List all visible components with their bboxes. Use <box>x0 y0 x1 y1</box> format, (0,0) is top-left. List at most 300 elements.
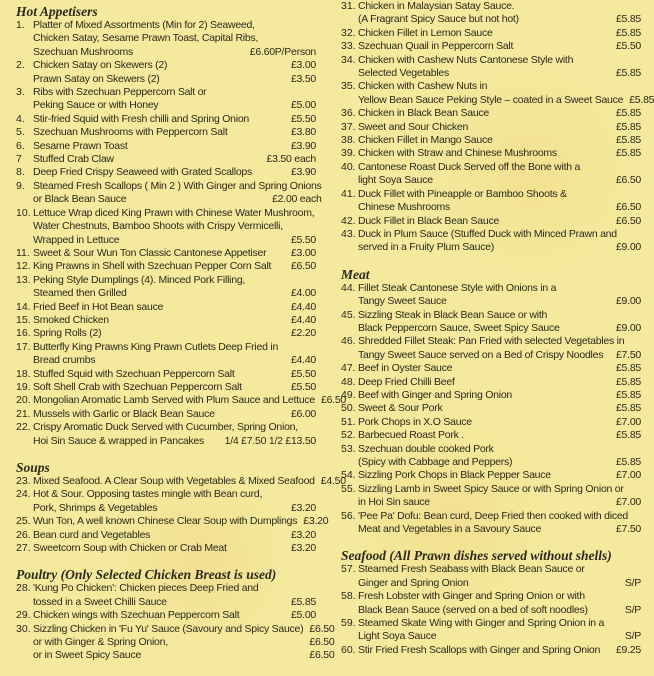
item-number: 4. <box>16 112 25 125</box>
item-body <box>33 301 316 314</box>
menu-item <box>341 443 641 470</box>
item-price: £6.50 <box>615 201 641 214</box>
item-description: Bean curd and Vegetables <box>33 528 151 541</box>
item-number: 56. <box>341 509 356 522</box>
item-price: £5.85 <box>629 93 654 106</box>
item-number: 5. <box>16 126 25 139</box>
item-body <box>358 483 641 510</box>
item-description: Mixed Seafood. A Clear Soup with Vegetables & Mixed Seafood <box>33 475 315 487</box>
item-price: £7.50 <box>615 348 641 361</box>
item-line <box>33 327 316 340</box>
item-description: King Prawns in Shell with Szechuan Pepper Corn Salt <box>33 260 272 273</box>
item-line <box>358 228 641 241</box>
item-number: 28. <box>16 582 31 595</box>
item-description: Szechuan Quail in Peppercorn Salt <box>358 40 514 53</box>
menu-item <box>341 134 641 147</box>
item-line <box>358 644 641 657</box>
item-description: Steamed Skate Wing with Ginger and Spring Onion in a <box>358 617 605 630</box>
item-description: Stuffed Squid with Szechuan Peppercorn Salt <box>33 367 235 380</box>
item-line <box>33 515 328 528</box>
item-description: Pork Chops in X.O Sauce <box>358 415 472 428</box>
item-line <box>33 260 316 273</box>
item-number: 16. <box>16 327 31 340</box>
item-price: £3.80 <box>290 126 316 139</box>
item-description: Sweet & Sour Pork <box>358 402 443 415</box>
item-number: 27. <box>16 542 31 555</box>
item-description: Black Peppercorn Sauce, Sweet Spicy Sauce <box>358 321 560 334</box>
item-description: Chicken in Malaysian Satay Sauce. <box>358 0 515 12</box>
item-line <box>358 456 641 469</box>
item-line <box>33 502 316 515</box>
menu-item <box>16 529 316 542</box>
item-line <box>33 113 316 126</box>
item-description: in Hoi Sin sauce <box>358 496 430 509</box>
item-price: £3.20 <box>290 528 316 541</box>
menu-item <box>341 188 641 215</box>
menu-item <box>16 153 316 166</box>
item-number: 41. <box>341 187 356 200</box>
item-body <box>358 134 641 147</box>
item-description: Sesame Prawn Toast <box>33 139 128 152</box>
item-number: 51. <box>341 415 356 428</box>
menu-item <box>341 376 641 389</box>
item-body <box>33 207 316 247</box>
item-description: Peking Sauce or with Honey <box>33 99 159 112</box>
item-price: £5.85 <box>615 388 641 401</box>
item-description: tossed in a Sweet Chilli Sauce <box>33 595 167 608</box>
menu-item <box>341 40 641 53</box>
item-description: Ribs with Szechuan Peppercorn Salt or <box>33 86 207 99</box>
item-body <box>33 274 316 301</box>
menu-item <box>16 394 347 407</box>
menu-item <box>341 161 641 188</box>
item-description: Stir Fried Fresh Scallops with Ginger and Spring Onion <box>358 643 601 656</box>
item-body <box>358 309 641 336</box>
item-description: Tangy Sweet Sauce <box>358 295 447 308</box>
menu-section <box>341 549 641 657</box>
item-body <box>358 228 641 255</box>
menu-section <box>16 460 346 555</box>
item-body <box>358 0 641 27</box>
menu-item <box>16 113 316 126</box>
item-body <box>33 408 316 421</box>
menu-item <box>16 421 316 448</box>
item-body <box>33 126 316 139</box>
menu-item <box>341 644 641 657</box>
item-number: 9. <box>16 179 25 192</box>
item-line <box>33 59 316 72</box>
item-line <box>358 67 641 80</box>
item-body <box>358 563 641 590</box>
menu-item <box>16 179 322 207</box>
item-description: Bread crumbs <box>33 354 96 367</box>
item-description: Chicken with Cashew Nuts Cantonese Style with <box>358 53 574 66</box>
item-line <box>358 416 641 429</box>
menu-item <box>16 274 316 301</box>
item-body <box>358 121 641 134</box>
item-price: £6.60P/Person <box>249 45 316 58</box>
item-number: 44. <box>341 281 356 294</box>
item-description: Black Bean Sauce (served on a bed of soft noodles) <box>358 603 588 616</box>
item-number: 7 <box>16 153 22 166</box>
item-price: £3.90 <box>290 166 316 179</box>
item-line <box>33 649 334 662</box>
item-line <box>358 40 641 53</box>
item-price: £6.00 <box>290 407 316 420</box>
item-line <box>33 32 316 45</box>
item-body <box>33 86 316 113</box>
menu-item <box>341 469 641 482</box>
item-line <box>358 241 641 254</box>
item-description: Chicken Satay, Sesame Prawn Toast, Capital Ribs, <box>33 32 259 45</box>
item-price: £6.50 <box>309 622 335 635</box>
item-description: Light Soya Sauce <box>358 630 437 643</box>
menu-item <box>341 107 641 120</box>
item-number: 58. <box>341 590 356 603</box>
item-line <box>358 54 641 67</box>
item-line <box>33 435 316 448</box>
menu-item <box>341 510 641 537</box>
item-body <box>33 247 316 260</box>
item-body <box>358 429 641 442</box>
menu-item <box>341 54 641 81</box>
item-price: £4.40 <box>290 313 316 326</box>
item-description: Duck Fillet in Black Bean Sauce <box>358 214 500 227</box>
menu-item <box>341 282 641 309</box>
section-title: Poultry (Only Selected Chicken Breast is used) <box>16 567 277 583</box>
item-line <box>33 421 316 434</box>
item-price: £5.50 <box>290 380 316 393</box>
item-number: 29. <box>16 609 31 622</box>
menu-item <box>341 416 641 429</box>
item-body <box>33 314 316 327</box>
item-line <box>358 630 641 643</box>
menu-item <box>16 622 335 663</box>
item-body <box>33 542 316 555</box>
item-line <box>358 376 641 389</box>
item-description: Smoked Chicken <box>33 313 109 326</box>
item-line <box>358 617 641 630</box>
section-title: Seafood (All Prawn dishes served without shells) <box>341 548 612 564</box>
item-line <box>358 322 641 335</box>
menu-section <box>16 567 335 662</box>
item-body <box>33 113 316 126</box>
item-line <box>358 563 641 576</box>
item-price: £6.50 <box>615 214 641 227</box>
menu-item <box>16 515 329 528</box>
item-price: £5.50 <box>290 233 316 246</box>
item-body <box>358 617 641 644</box>
menu-item <box>341 27 641 40</box>
item-description: Szechuan Mushrooms with Peppercorn Salt <box>33 126 228 139</box>
item-number: 42. <box>341 214 356 227</box>
item-price: £5.85 <box>290 595 316 608</box>
item-line <box>358 335 641 348</box>
item-price: £5.85 <box>615 120 641 133</box>
item-description: Chicken with Cashew Nuts in <box>358 80 488 93</box>
item-price: £9.00 <box>615 295 641 308</box>
item-line <box>358 402 641 415</box>
menu-column-right <box>341 0 654 670</box>
item-description: Chicken Fillet in Lemon Sauce <box>358 26 493 39</box>
menu-item <box>341 362 641 375</box>
item-price: £6.50 <box>309 636 335 649</box>
item-description: Tangy Sweet Sauce served on a Bed of Crispy Noodles <box>358 348 604 361</box>
item-number: 14. <box>16 300 31 313</box>
item-line <box>33 623 334 636</box>
menu-item <box>341 228 641 255</box>
item-description: Prawn Satay on Skewers (2) <box>33 72 160 85</box>
item-description: Chicken with Straw and Chinese Mushrooms <box>358 147 557 160</box>
item-description: Stir-fried Squid with Fresh chilli and Spring Onion <box>33 112 250 125</box>
item-line <box>33 140 316 153</box>
item-price: £5.50 <box>290 367 316 380</box>
menu-item <box>16 408 316 421</box>
item-line <box>33 220 316 233</box>
menu-item <box>16 301 316 314</box>
item-description: Wrapped in Lettuce <box>33 233 120 246</box>
item-description: Chicken wings with Szechuan Peppercorn Salt <box>33 609 240 622</box>
item-price: £4.50 <box>320 475 346 487</box>
menu-item <box>341 80 654 107</box>
item-price: £2.00 each <box>272 193 322 206</box>
item-description: Sweet and Sour Chicken <box>358 120 469 133</box>
item-line <box>358 309 641 322</box>
item-description: Steamed then Grilled <box>33 287 127 300</box>
item-number: 54. <box>341 469 356 482</box>
item-description: Selected Vegetables <box>358 67 449 80</box>
item-price: S/P <box>624 603 641 616</box>
item-price: £4.40 <box>290 354 316 367</box>
item-number: 48. <box>341 375 356 388</box>
item-price: £9.00 <box>615 241 641 254</box>
menu-item <box>16 59 316 86</box>
item-line <box>33 166 316 179</box>
item-description: (Spicy with Cabbage and Peppers) <box>358 456 513 468</box>
item-description: Mussels with Garlic or Black Bean Sauce <box>33 407 215 420</box>
item-price: £5.50 <box>615 40 641 53</box>
item-body <box>358 27 641 40</box>
item-price: £6.50 <box>321 394 347 407</box>
item-price: £3.20 <box>303 515 329 528</box>
item-description: Soft Shell Crab with Szechuan Peppercorn Salt <box>33 380 242 393</box>
item-line <box>358 577 641 590</box>
item-price: £3.20 <box>290 542 316 555</box>
item-body <box>358 161 641 188</box>
item-body <box>358 282 641 309</box>
item-line <box>33 207 316 220</box>
item-description: or in Sweet Spicy Sauce <box>33 649 142 662</box>
item-body <box>33 488 316 515</box>
menu-item <box>16 582 316 609</box>
section-title: Soups <box>16 460 50 475</box>
item-description: Szechuan Mushrooms <box>33 45 133 58</box>
item-price: £3.00 <box>290 246 316 259</box>
item-description: Sizzling Chicken in 'Fu Yu' Sauce (Savoury and Spicy Sauce) <box>33 622 304 635</box>
item-description: Platter of Mixed Assortments (Min for 2) Seaweed, <box>33 19 255 31</box>
menu-item <box>341 402 641 415</box>
menu-item <box>16 207 316 247</box>
item-price: £3.50 <box>290 72 316 85</box>
menu-item <box>341 335 641 362</box>
item-description: Mongolian Aromatic Lamb Served with Plum Sauce and Lettuce <box>33 394 315 407</box>
item-description: Deep Fried Chilli Beef <box>358 375 455 388</box>
menu-item <box>16 475 346 488</box>
item-price: 1/4 £7.50 1/2 £13.50 <box>224 434 316 447</box>
item-line <box>358 134 641 147</box>
item-line <box>358 0 641 13</box>
item-line <box>33 287 316 300</box>
item-description: served in a Fruity Plum Sauce) <box>358 241 495 254</box>
item-price: £6.50 <box>290 260 316 273</box>
menu-item <box>16 166 316 179</box>
item-body <box>33 180 322 207</box>
item-price: £5.85 <box>615 67 641 80</box>
item-number: 50. <box>341 402 356 415</box>
menu-item <box>16 327 316 340</box>
item-body <box>33 19 316 59</box>
item-description: Chicken Fillet in Mango Sauce <box>358 134 493 147</box>
item-number: 47. <box>341 362 356 375</box>
item-number: 25. <box>16 515 31 528</box>
item-number: 11. <box>16 246 30 259</box>
item-body <box>358 469 641 482</box>
item-line <box>358 107 641 120</box>
item-body <box>33 260 316 273</box>
item-description: Lettuce Wrap diced King Prawn with Chinese Water Mushroom, <box>33 206 315 219</box>
item-description: Barbecued Roast Pork . <box>358 429 464 442</box>
item-description: Beef in Oyster Sauce <box>358 362 453 375</box>
item-line <box>358 604 641 617</box>
item-line <box>358 295 641 308</box>
item-line <box>358 94 654 107</box>
item-description: light Soya Sauce <box>358 174 433 187</box>
item-description: Hoi Sin Sauce & wrapped in Pancakes <box>33 434 205 447</box>
menu-item <box>16 314 316 327</box>
item-description: Duck in Plum Sauce (Stuffed Duck with Minced Prawn and <box>358 227 617 240</box>
item-description: 'Pee Pa' Dofu: Bean curd, Deep Fried then cooked with diced <box>358 509 629 522</box>
item-number: 35. <box>341 80 356 93</box>
item-line <box>358 13 641 26</box>
item-number: 22. <box>16 421 31 434</box>
item-price: £5.85 <box>615 402 641 415</box>
item-description: or Black Bean Sauce <box>33 193 127 206</box>
item-price: S/P <box>624 576 641 589</box>
item-line <box>358 483 641 496</box>
item-body <box>358 80 654 107</box>
item-price: £5.85 <box>615 107 641 120</box>
menu-item <box>16 260 316 273</box>
item-number: 46. <box>341 335 356 348</box>
item-body <box>33 394 346 407</box>
item-line <box>33 354 316 367</box>
menu-item <box>16 19 316 59</box>
item-price: £7.50 <box>615 523 641 536</box>
item-line <box>33 381 316 394</box>
menu-item <box>341 483 641 510</box>
item-price: £5.85 <box>615 375 641 388</box>
item-body <box>358 590 641 617</box>
item-line <box>33 475 346 488</box>
menu-item <box>341 617 641 644</box>
item-price: £7.00 <box>615 415 641 428</box>
item-price: £3.90 <box>290 139 316 152</box>
item-description: Butterfly King Prawns King Prawn Cutlets Deep Fried in <box>33 340 279 353</box>
item-description: Fresh Lobster with Ginger and Spring Onion or with <box>358 590 585 603</box>
item-line <box>358 174 641 187</box>
item-body <box>33 475 346 488</box>
item-body <box>33 368 316 381</box>
item-price: £7.00 <box>615 496 641 509</box>
item-line <box>358 362 641 375</box>
item-description: (A Fragrant Spicy Sauce but not hot) <box>358 13 519 26</box>
item-line <box>33 368 316 381</box>
item-body <box>33 582 316 609</box>
item-body <box>33 609 316 622</box>
item-body <box>358 389 641 402</box>
menu-item <box>16 247 316 260</box>
item-body <box>358 147 641 160</box>
item-line <box>33 193 322 206</box>
item-body <box>33 515 328 528</box>
menu-section <box>341 268 641 537</box>
item-line <box>33 126 316 139</box>
menu-item <box>16 542 316 555</box>
item-description: Deep Fried Crispy Seaweed with Grated Scallops <box>33 166 253 179</box>
item-body <box>358 54 641 81</box>
item-line <box>358 201 641 214</box>
item-body <box>358 416 641 429</box>
item-body <box>33 59 316 86</box>
item-price: £7.00 <box>615 469 641 482</box>
item-number: 12. <box>16 260 31 273</box>
item-number: 13. <box>16 273 31 286</box>
menu-item <box>341 590 641 617</box>
item-line <box>358 282 641 295</box>
item-line <box>33 529 316 542</box>
item-number: 52. <box>341 429 356 442</box>
menu-item <box>341 0 641 27</box>
item-price: £5.50 <box>290 112 316 125</box>
menu-item <box>16 609 316 622</box>
item-line <box>33 301 316 314</box>
item-number: 53. <box>341 442 356 455</box>
item-number: 40. <box>341 160 356 173</box>
item-line <box>33 314 316 327</box>
item-description: Spring Rolls (2) <box>33 327 102 340</box>
item-price: £6.50 <box>309 649 335 662</box>
item-line <box>358 389 641 402</box>
item-description: Sizzling Lamb in Sweet Spicy Sauce or with Spring Onion or <box>358 482 624 495</box>
section-title: Hot Appetisers <box>16 4 98 19</box>
item-body <box>33 327 316 340</box>
item-description: or with Ginger & Spring Onion, <box>33 636 168 649</box>
item-line <box>33 609 316 622</box>
item-description: Steamed Fresh Scallops ( Min 2 ) With Ginger and Spring Onions <box>33 179 322 192</box>
item-line <box>358 147 641 160</box>
item-line <box>33 488 316 501</box>
menu-item <box>16 126 316 139</box>
item-number: 31. <box>341 0 356 12</box>
item-number: 15. <box>16 313 31 326</box>
item-line <box>33 180 322 193</box>
item-number: 37. <box>341 120 356 133</box>
item-line <box>33 636 334 649</box>
item-body <box>33 166 316 179</box>
item-number: 20. <box>16 394 31 407</box>
menu-item <box>16 368 316 381</box>
item-number: 10. <box>16 206 31 219</box>
